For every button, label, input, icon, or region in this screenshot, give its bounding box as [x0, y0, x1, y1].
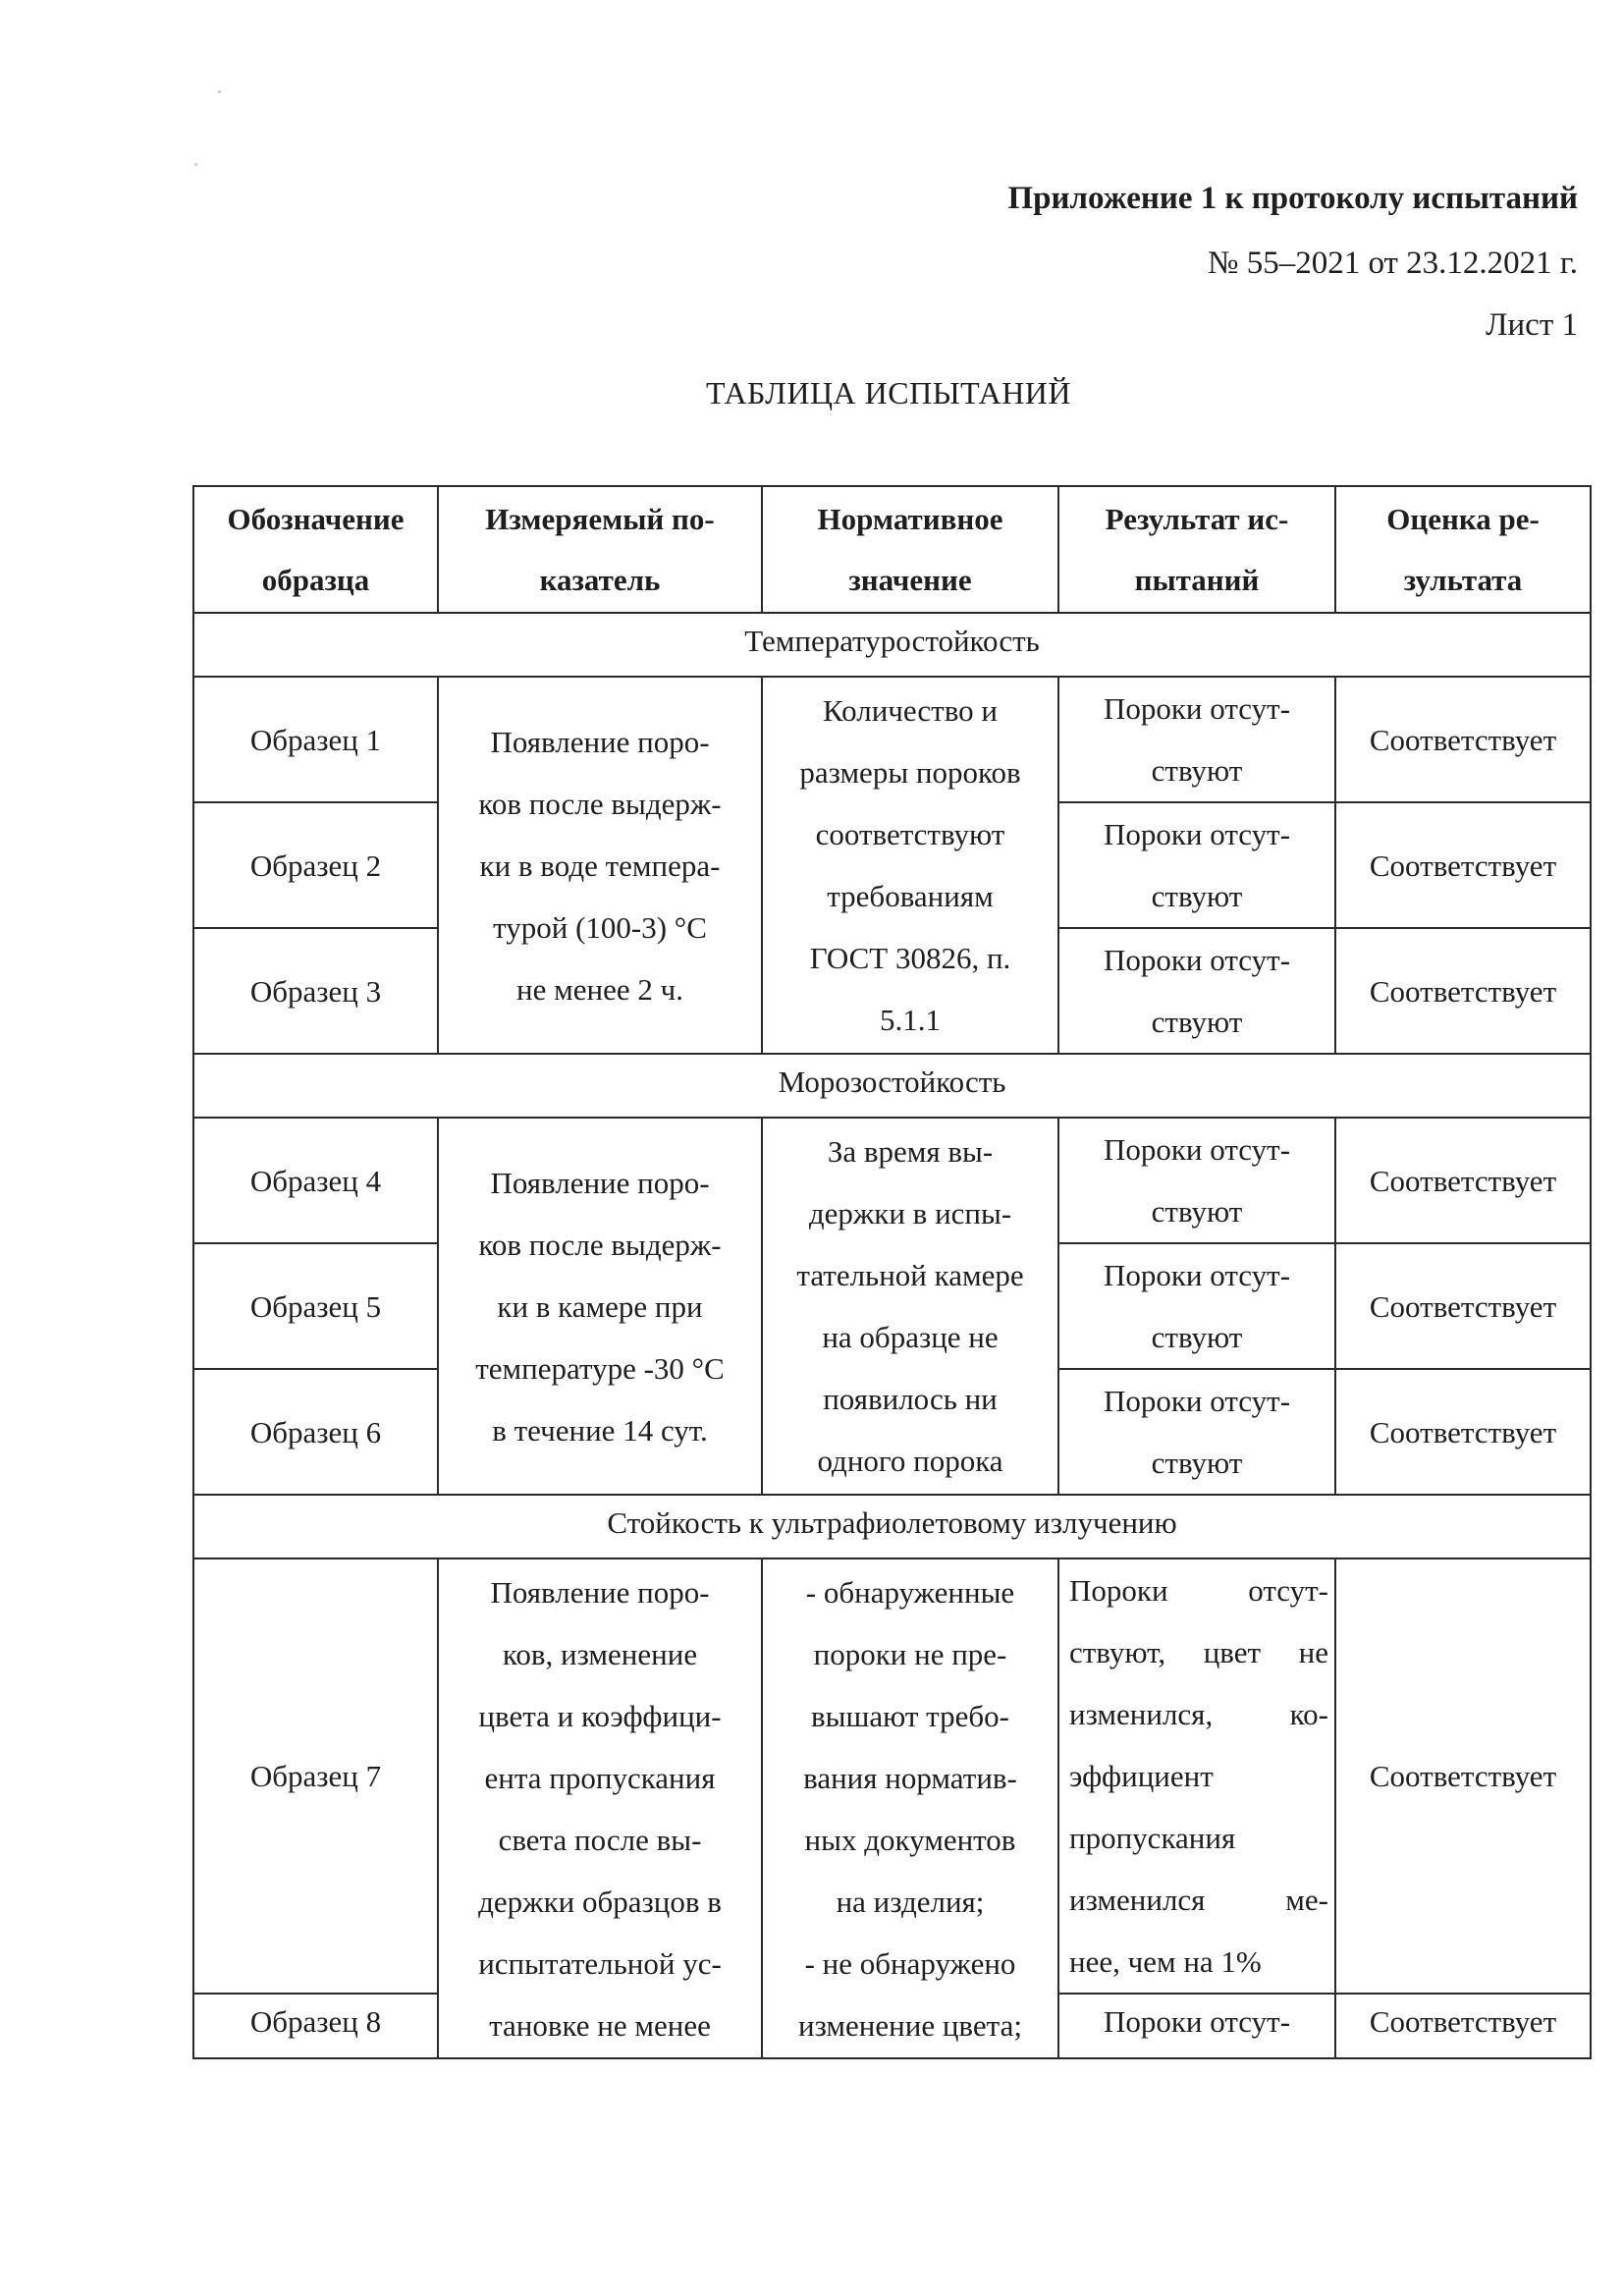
- section-row: [193, 613, 1591, 677]
- cell-text-line: Пороки отсут-: [1069, 1573, 1328, 1608]
- cell-text-line: ствуют: [1151, 879, 1243, 913]
- cell-text-line: цвета и коэффици-: [478, 1698, 722, 1733]
- result-cell: [1058, 1118, 1335, 1243]
- result-cell: [1058, 802, 1335, 928]
- result-cell: [1058, 1558, 1335, 1994]
- cell-text-line: тательной камере: [796, 1258, 1024, 1292]
- norm-cell: [762, 1558, 1058, 2058]
- cell-text-line: ков после выдерж-: [478, 1227, 722, 1262]
- cell-text-line: Появление поро-: [490, 1574, 710, 1610]
- cell-text-line: вышают требо-: [811, 1698, 1009, 1733]
- cell-text-line: За время вы-: [827, 1134, 994, 1169]
- cell-text-line: пороки не пре-: [813, 1636, 1007, 1671]
- cell-text-line: образца: [261, 562, 370, 597]
- cell-text-line: держки образцов в: [478, 1884, 722, 1919]
- cell-text-line: Пороки отсут-: [1103, 943, 1291, 977]
- cell-text-line: Пороки отсут-: [1103, 1258, 1291, 1292]
- section-title: Стойкость к ультрафиолетовому излучению: [193, 1495, 1591, 1558]
- assessment-cell: Соответствует: [1335, 1558, 1591, 1994]
- cell-text-line: Пороки отсут-: [1103, 691, 1291, 726]
- sample-cell: Образец 4: [193, 1118, 438, 1243]
- cell-text-line: эффициент: [1069, 1759, 1214, 1793]
- scan-speck: [218, 90, 221, 93]
- cell-text-line: турой (100-3) °С: [493, 909, 707, 945]
- cell-text-line: ствуют: [1151, 1320, 1243, 1354]
- cell-text-line: света после вы-: [498, 1822, 702, 1857]
- cell-text-line: не менее 2 ч.: [516, 971, 683, 1007]
- norm-cell: [762, 677, 1058, 1054]
- assessment-cell: Соответствует: [1335, 677, 1591, 802]
- cell-text-line: размеры пороков: [799, 755, 1021, 790]
- cell-text-line: пропускания: [1069, 1821, 1236, 1855]
- cell-text-line: значение: [848, 562, 972, 597]
- cell-text-line: ствуют, цвет не: [1069, 1635, 1328, 1669]
- cell-text-line: Количество и: [823, 693, 998, 728]
- cell-text-line: Результат ис-: [1105, 501, 1289, 536]
- cell-text-line: тановке не менее: [489, 2007, 711, 2043]
- table-row: [193, 677, 1591, 802]
- cell-text-line: ных документов: [804, 1822, 1016, 1857]
- assessment-cell: Соответствует: [1335, 1369, 1591, 1495]
- cell-text-line: соответствуют: [815, 817, 1005, 851]
- table-row: [193, 1118, 1591, 1243]
- cell-text-line: ствуют: [1151, 753, 1243, 788]
- cell-text-line: Пороки отсут-: [1103, 817, 1291, 851]
- sample-cell: Образец 8: [193, 1994, 438, 2058]
- cell-text-line: на изделия;: [836, 1884, 985, 1919]
- result-cell: [1058, 928, 1335, 1054]
- column-header-sample: [193, 486, 438, 613]
- cell-text-line: ки в камере при: [497, 1288, 703, 1324]
- assessment-cell: Соответствует: [1335, 802, 1591, 928]
- cell-text-line: Обозначение: [227, 501, 405, 536]
- sample-cell: Образец 6: [193, 1369, 438, 1495]
- table-header-row: [193, 486, 1591, 613]
- cell-text-line: Пороки отсут-: [1103, 1384, 1291, 1418]
- cell-text-line: Оценка ре-: [1386, 501, 1540, 536]
- cell-text-line: испытательной ус-: [478, 1945, 722, 1981]
- cell-text-line: Появление поро-: [490, 1165, 710, 1200]
- cell-text-line: Пороки отсут-: [1103, 1132, 1291, 1167]
- cell-text-line: одного порока: [817, 1444, 1003, 1478]
- scan-speck: [194, 163, 197, 166]
- cell-text-line: требованиям: [827, 879, 994, 913]
- test-table: [192, 485, 1592, 2059]
- column-header-assessment: [1335, 486, 1591, 613]
- assessment-cell: Соответствует: [1335, 1243, 1591, 1369]
- cell-text-line: ки в воде темпера-: [479, 847, 721, 883]
- section-title: Морозостойкость: [193, 1054, 1591, 1118]
- cell-text-line: Пороки отсут-: [1103, 2004, 1291, 2039]
- table-row: [193, 1558, 1591, 1994]
- sample-cell: Образец 5: [193, 1243, 438, 1369]
- result-cell: [1058, 677, 1335, 802]
- cell-text-line: зультата: [1403, 562, 1523, 597]
- cell-text-line: - не обнаружено: [804, 1945, 1016, 1981]
- sample-cell: Образец 3: [193, 928, 438, 1054]
- cell-text-line: Измеряемый по-: [485, 501, 715, 536]
- cell-text-line: ента пропускания: [484, 1760, 716, 1795]
- column-header-norm: [762, 486, 1058, 613]
- cell-text-line: температуре -30 °С: [475, 1350, 725, 1386]
- assessment-cell: Соответствует: [1335, 928, 1591, 1054]
- cell-text-line: изменился, ко-: [1069, 1697, 1328, 1731]
- indicator-cell: [438, 1118, 762, 1495]
- cell-text-line: пытаний: [1134, 562, 1260, 597]
- result-cell: [1058, 1243, 1335, 1369]
- cell-text-line: вания норматив-: [803, 1760, 1017, 1795]
- indicator-cell: [438, 1558, 762, 2058]
- cell-text-line: в течение 14 сут.: [492, 1412, 708, 1448]
- cell-text-line: ствуют: [1151, 1446, 1243, 1480]
- section-row: [193, 1054, 1591, 1118]
- indicator-cell: [438, 677, 762, 1054]
- cell-text-line: на образце не: [822, 1320, 999, 1354]
- cell-text-line: нее, чем на 1%: [1069, 1944, 1262, 1979]
- sample-cell: Образец 7: [193, 1558, 438, 1994]
- cell-text-line: ствуют: [1151, 1194, 1243, 1229]
- sheet-number: Лист 1: [1486, 307, 1578, 343]
- cell-text-line: Появление поро-: [490, 724, 710, 759]
- norm-cell: [762, 1118, 1058, 1495]
- document-title: ТАБЛИЦА ИСПЫТАНИЙ: [705, 375, 1072, 410]
- cell-text-line: - обнаруженные: [805, 1574, 1015, 1610]
- cell-text-line: появилось ни: [823, 1382, 998, 1416]
- cell-text-line: держки в испы-: [808, 1196, 1012, 1230]
- cell-text-line: ствуют: [1151, 1005, 1243, 1039]
- assessment-cell: Соответствует: [1335, 1118, 1591, 1243]
- result-cell: [1058, 1994, 1335, 2058]
- protocol-number: № 55–2021 от 23.12.2021 г.: [1207, 246, 1578, 281]
- appendix-title: Приложение 1 к протоколу испытаний: [1007, 181, 1578, 216]
- result-cell: [1058, 1369, 1335, 1495]
- column-header-result: [1058, 486, 1335, 613]
- section-title: Температуростойкость: [193, 613, 1591, 677]
- section-row: [193, 1495, 1591, 1558]
- cell-text-line: ков, изменение: [502, 1636, 698, 1671]
- cell-text-line: Нормативное: [817, 501, 1003, 536]
- cell-text-line: ков после выдерж-: [478, 786, 722, 821]
- cell-text-line: 5.1.1: [880, 1003, 941, 1037]
- assessment-cell: Соответствует: [1335, 1994, 1591, 2058]
- cell-text-line: изменился ме-: [1069, 1883, 1328, 1917]
- cell-text-line: ГОСТ 30826, п.: [809, 941, 1011, 975]
- sample-cell: Образец 2: [193, 802, 438, 928]
- sample-cell: Образец 1: [193, 677, 438, 802]
- column-header-indicator: [438, 486, 762, 613]
- cell-text-line: изменение цвета;: [798, 2007, 1022, 2043]
- cell-text-line: казатель: [539, 562, 661, 597]
